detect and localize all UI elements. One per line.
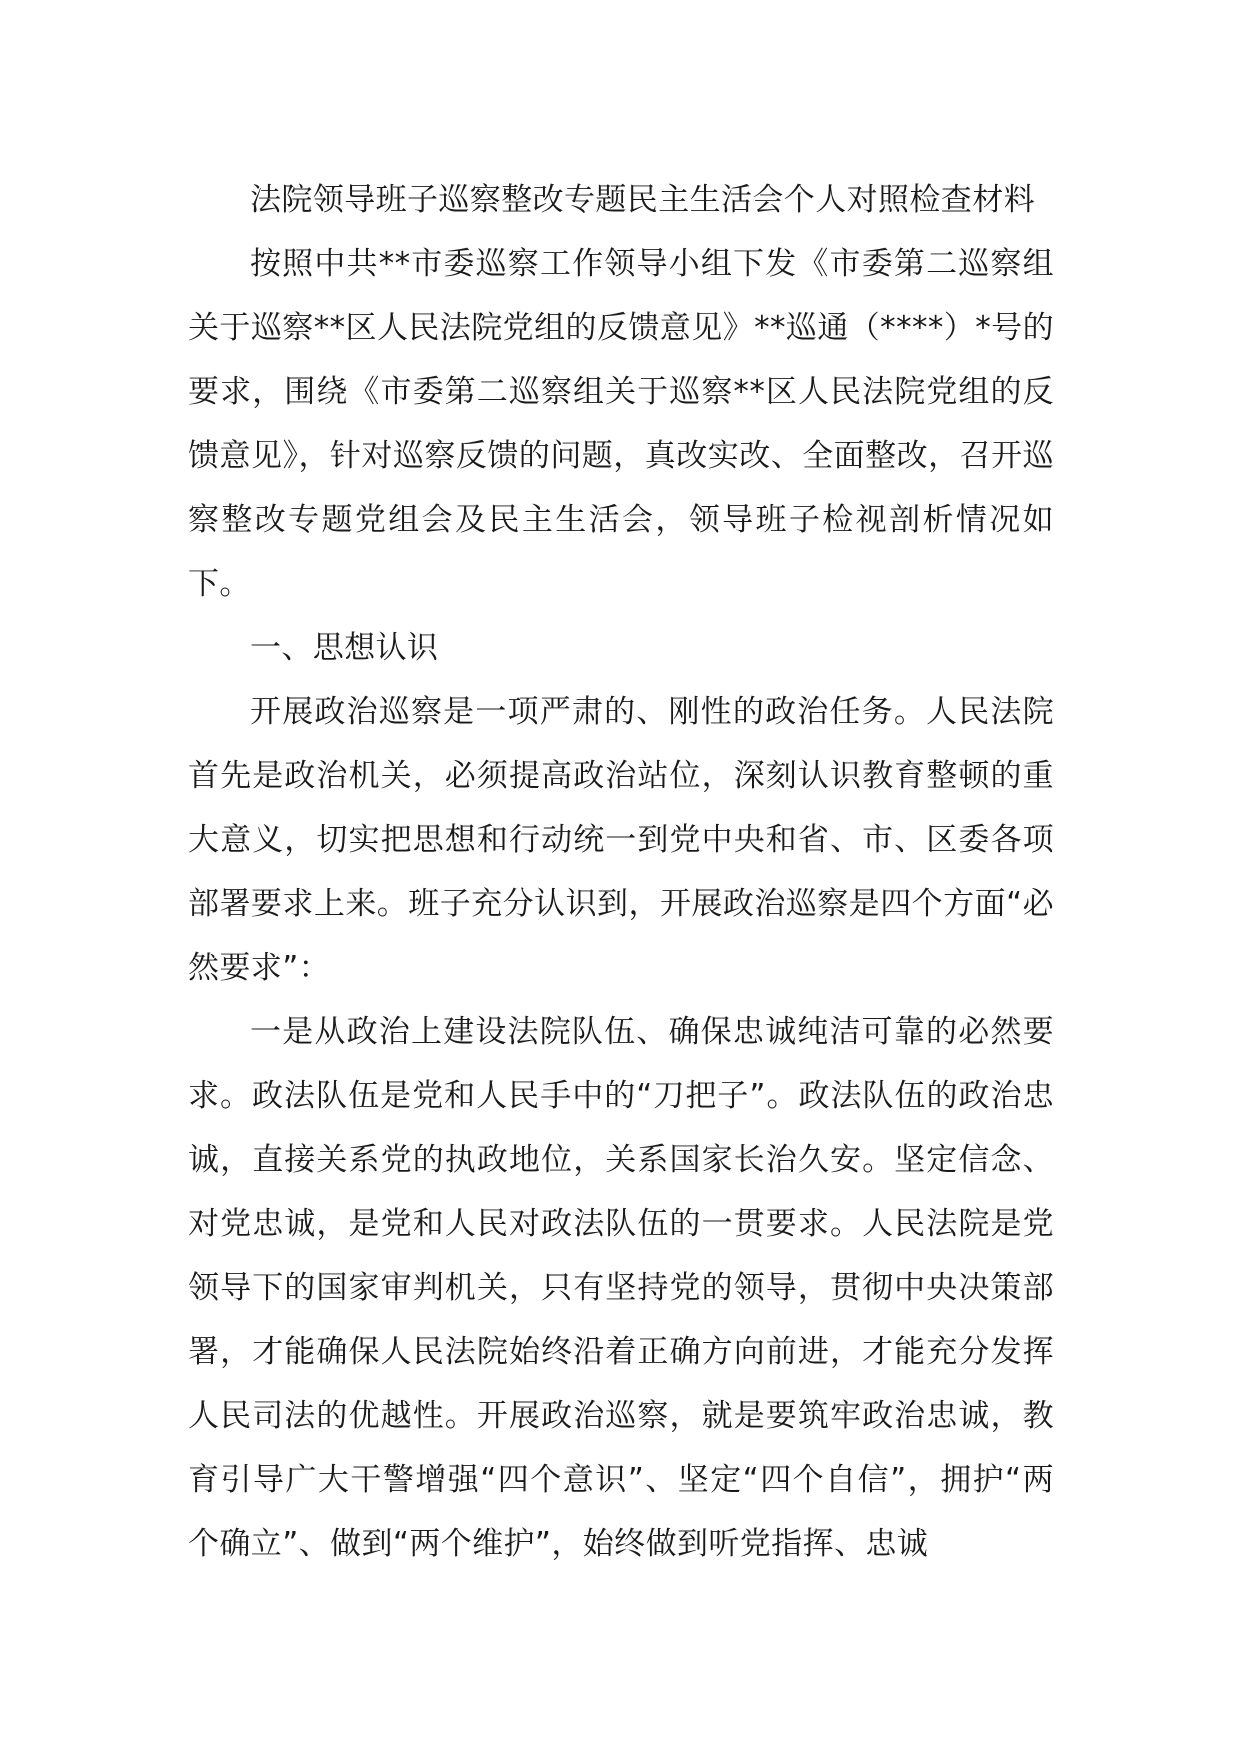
document-body — [188, 168, 1054, 1576]
paragraph-political-inspection: 开展政治巡察是一项严肃的、刚性的政治任务。人民法院首先是政治机关，必须提高政治站位，深刻认识教育整顿的重大意义，切实把思想和行动统一到党中央和省、市、区委各项部署要求上来。班子充分认识到，开展政治巡察是四个方面“必然要求”： — [188, 694, 1054, 986]
paragraph-intro: 按照中共**市委巡察工作领导小组下发《市委第二巡察组关于巡察**区人民法院党组的反馈意见》**巡通（****）*号的要求，围绕《市委第二巡察组关于巡察**区人民法院党组的反馈意见》，针对巡察反馈的问题，真改实改、全面整改，召开巡察整改专题党组会及民主生活会，领导班子检视剖析情况如下。 — [188, 246, 1054, 602]
document-title: 法院领导班子巡察整改专题民主生活会个人对照检查材料 — [250, 182, 1035, 218]
section-heading-1: 一、思想认识 — [250, 630, 439, 666]
paragraph-requirement-one: 一是从政治上建设法院队伍、确保忠诚纯洁可靠的必然要求。政法队伍是党和人民手中的“刀把子”。政法队伍的政治忠诚，直接关系党的执政地位，关系国家长治久安。坚定信念、对党忠诚，是党和人民对政法队伍的一贯要求。人民法院是党领导下的国家审判机关，只有坚持党的领导，贯彻中央决策部署，才能确保人民法院始终沿着正确方向前进，才能充分发挥人民司法的优越性。开展政治巡察，就是要筑牢政治忠诚，教育引导广大干警增强“四个意识”、坚定“四个自信”，拥护“两个确立”、做到“两个维护”，始终做到听党指挥、忠诚 — [188, 1014, 1054, 1562]
